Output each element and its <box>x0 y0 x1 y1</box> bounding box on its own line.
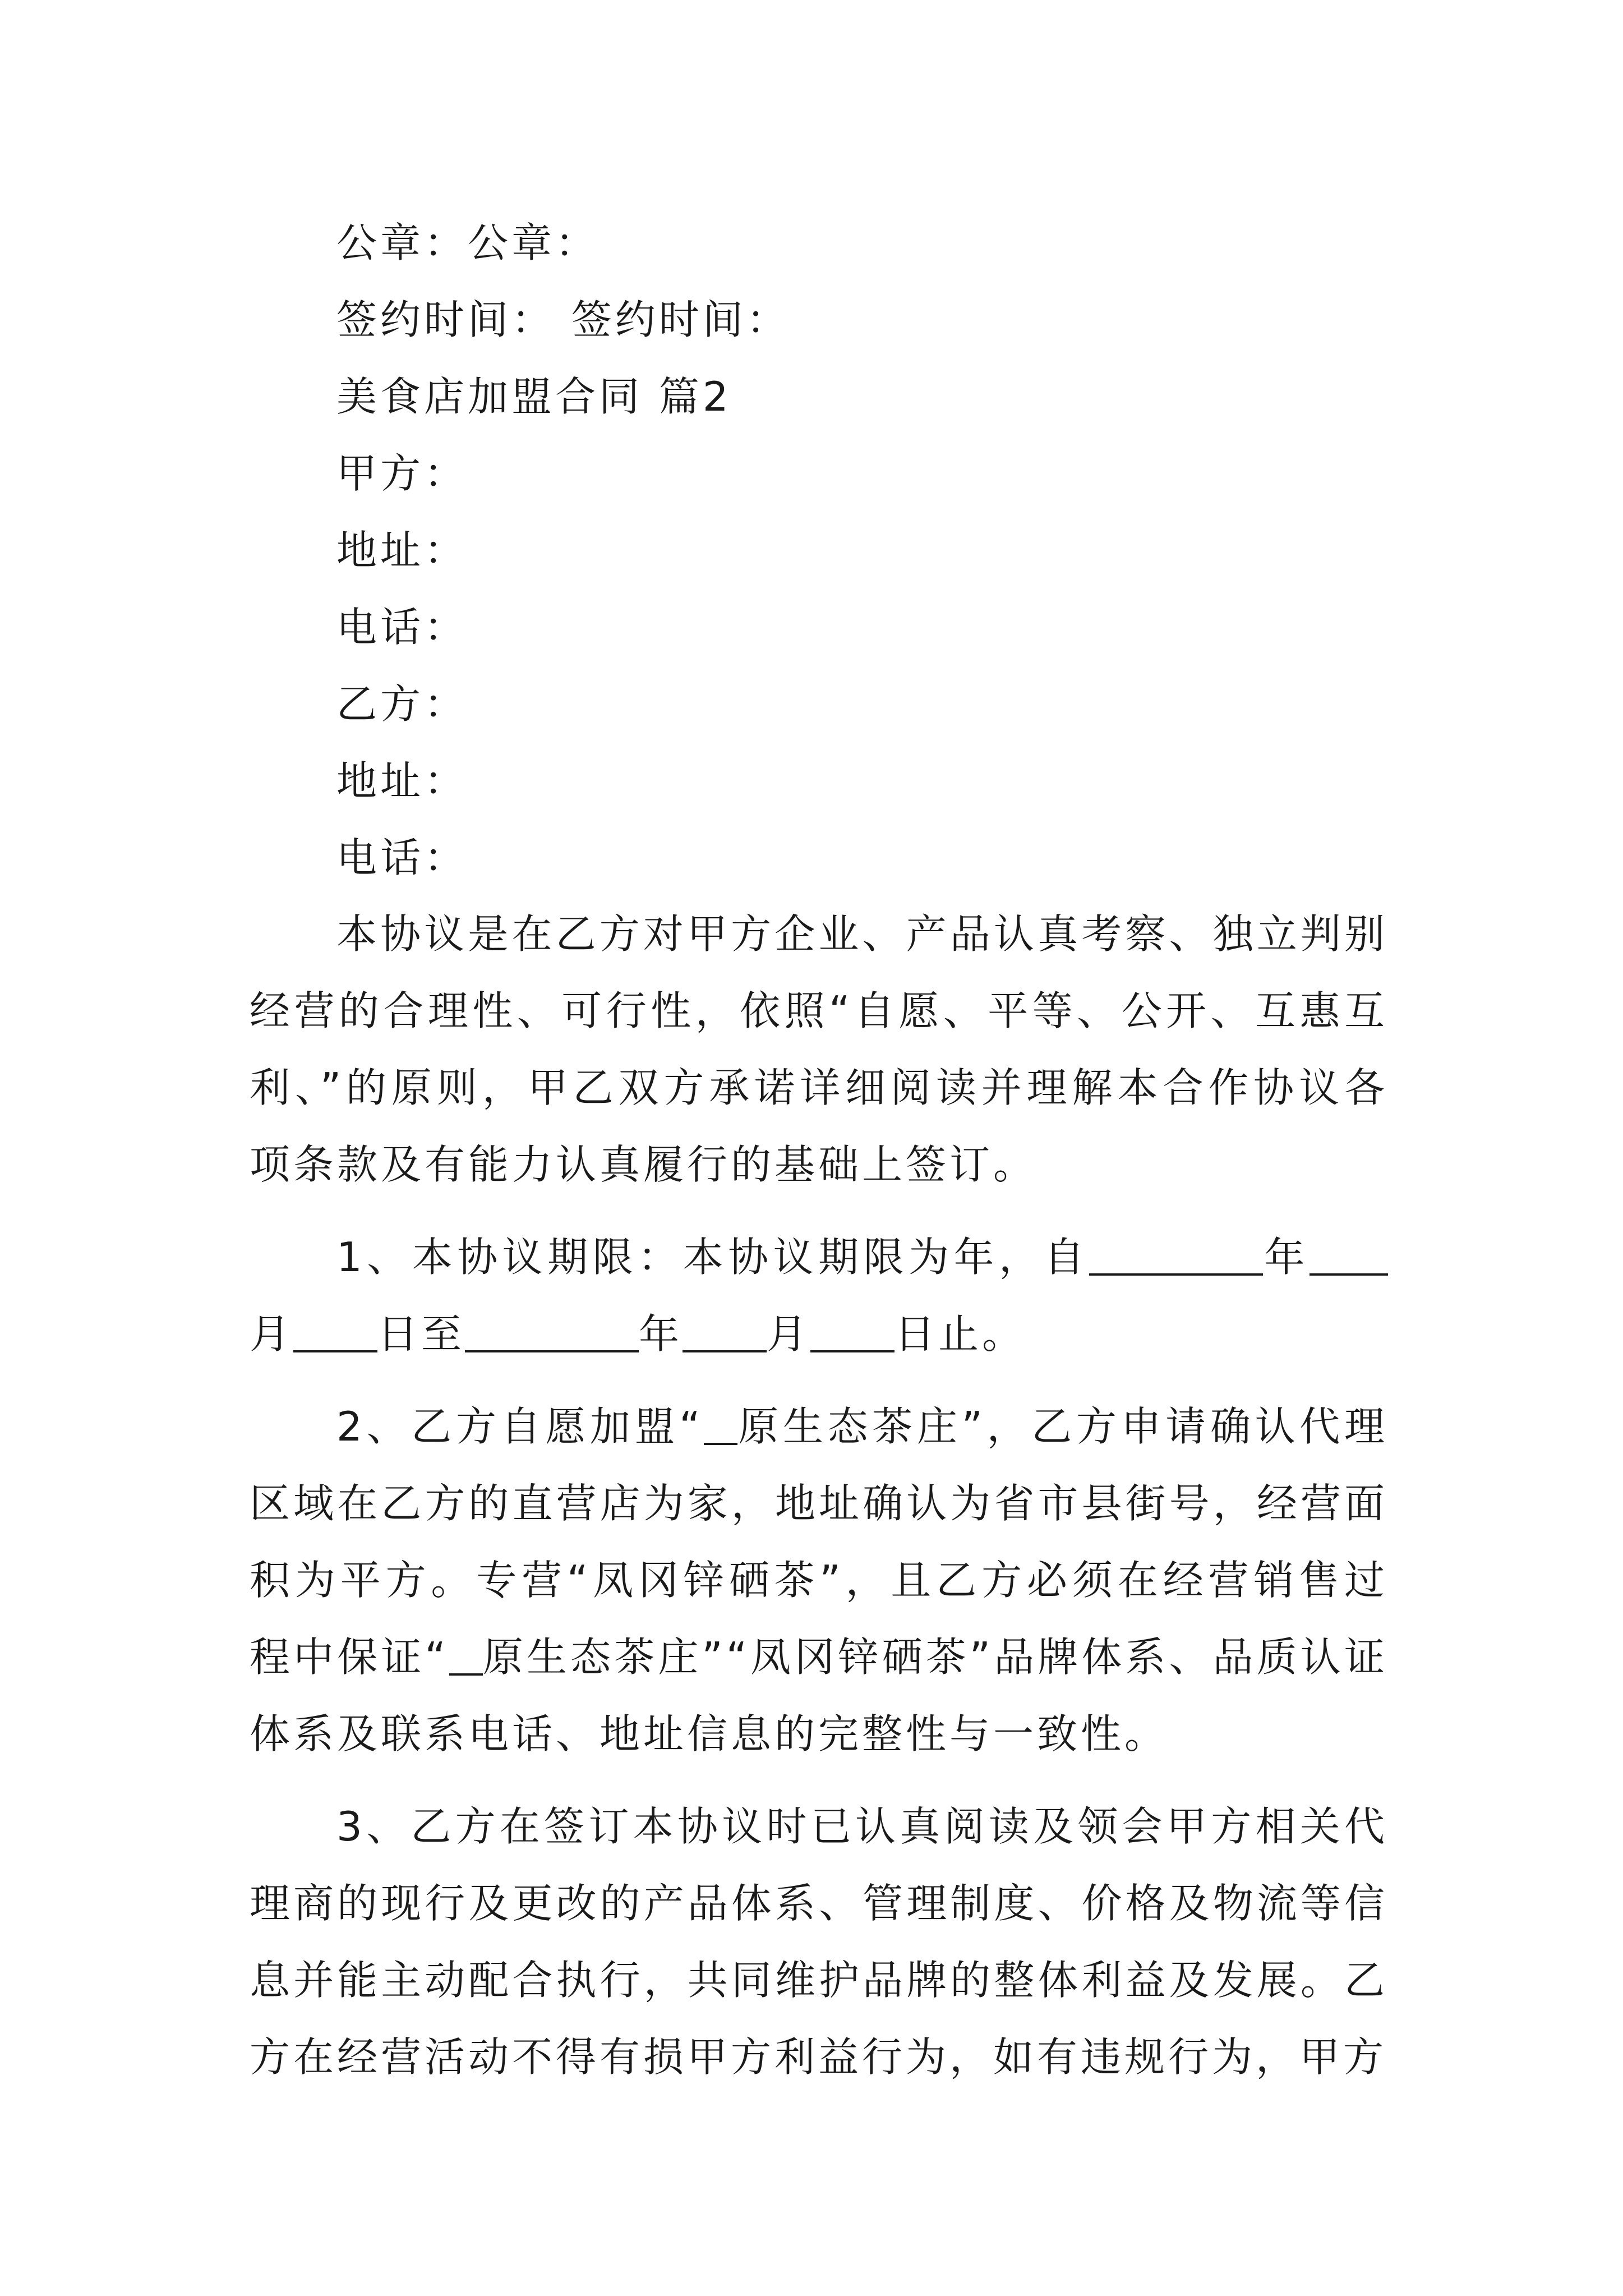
blank-end-month <box>683 1313 767 1352</box>
sign-date-line: 签约时间： 签约时间： <box>336 296 790 343</box>
party-a-address: 地址： <box>336 527 468 574</box>
clause-1: 1、本协议期限：本协议期限为年，自 年月 日至 年 月 日止。 <box>250 1219 1388 1373</box>
blank-start-year <box>1089 1236 1263 1276</box>
party-b-address: 地址： <box>336 757 468 804</box>
party-b-label: 乙方： <box>336 680 468 728</box>
blank-end-year <box>465 1313 639 1352</box>
intro-paragraph: 本协议是在乙方对甲方企业、产品认真考察、独立判别经营的合理性、可行性，依照“自愿、平等、公开、互惠互利、”的原则，甲乙双方承诺详细阅读并理解本合作协议各项条款及有能力认真履行的基础上签订。 <box>250 910 1388 1188</box>
blank-end-day <box>810 1313 895 1352</box>
party-a-phone: 电话： <box>336 604 468 651</box>
clause-2: 2、乙方自愿加盟“ 原生态茶庄”，乙方申请确认代理区域在乙方的直营店为家，地址确认为省市县街号，经营面积为平方。专营“凤冈锌硒茶”，且乙方必须在经营销售过程中保证“ 原生态茶庄”“凤冈锌硒茶”品牌体系、品质认证体系及联系电话、地址信息的完整性与一致性。 <box>250 1403 1388 1757</box>
contract-title: 美食店加盟合同 篇2 <box>336 373 732 420</box>
seal-line: 公章：公章： <box>336 219 600 266</box>
blank-brand-prefix-2 <box>449 1636 483 1676</box>
party-b-phone: 电话： <box>336 834 468 881</box>
blank-start-month <box>1310 1236 1388 1276</box>
header-lines <box>250 205 1388 896</box>
clause-3: 3、乙方在签订本协议时已认真阅读及领会甲方相关代理商的现行及更改的产品体系、管理制度、价格及物流等信息并能主动配合执行，共同维护品牌的整体利益及发展。乙方在经营活动不得有损甲方利益行为，如有违规行为，甲方 <box>250 1803 1388 2081</box>
blank-start-day <box>293 1313 377 1352</box>
party-a-label: 甲方： <box>336 450 468 497</box>
contract-body <box>250 896 1388 2111</box>
blank-brand-prefix-1 <box>704 1406 737 1445</box>
